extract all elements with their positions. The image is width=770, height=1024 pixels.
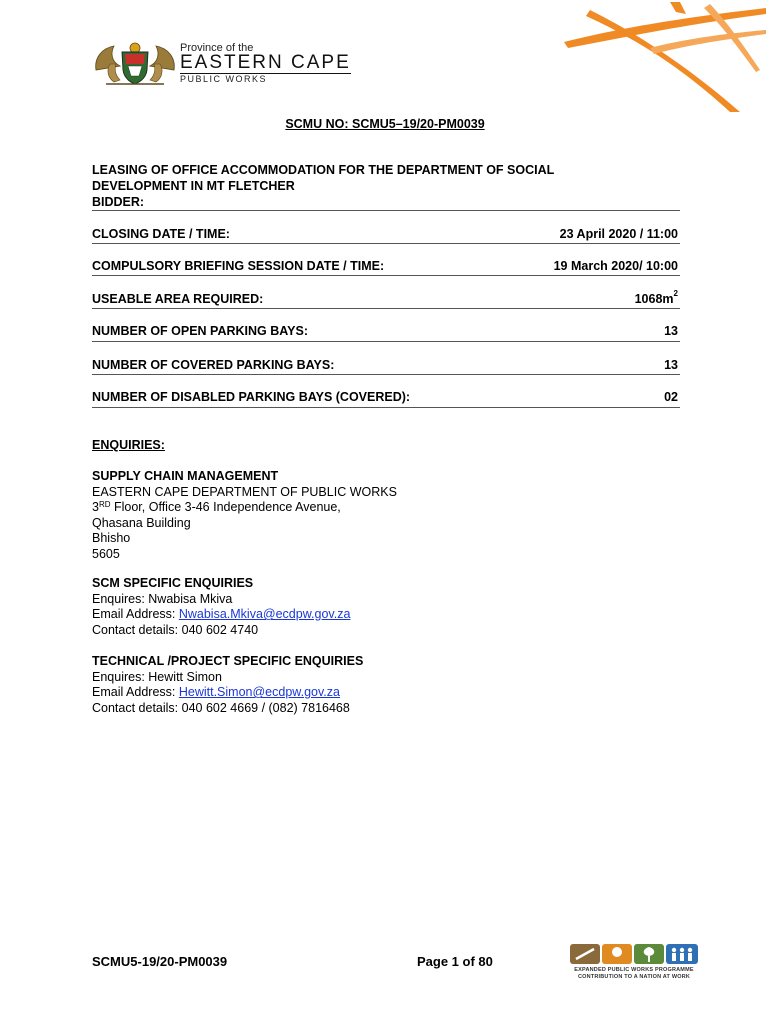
area-unit-superscript: 2 — [673, 289, 678, 298]
detail-value: 02 — [664, 390, 678, 404]
logo-department: PUBLIC WORKS — [180, 74, 268, 84]
detail-label: NUMBER OF COVERED PARKING BAYS: — [92, 358, 335, 372]
detail-label: COMPULSORY BRIEFING SESSION DATE / TIME: — [92, 259, 385, 273]
scmu-number-title: SCMU NO: SCMU5–19/20-PM0039 — [285, 117, 485, 131]
technical-block — [92, 654, 692, 716]
epwp-caption-line-2: CONTRIBUTION TO A NATION AT WORK — [577, 973, 691, 980]
scm-specific-email-line — [92, 607, 692, 623]
detail-row-disabled-parking — [92, 390, 680, 408]
technical-enquires: Enquires: Hewitt Simon — [92, 669, 222, 684]
area-value: 1068m — [634, 292, 674, 306]
epwp-caption — [568, 967, 700, 980]
divider — [92, 341, 680, 342]
detail-label: NUMBER OF DISABLED PARKING BAYS (COVERED): — [92, 390, 411, 404]
tender-heading-line-1: LEASING OF OFFICE ACCOMMODATION FOR THE DEPARTMENT OF SOCIAL — [92, 163, 555, 177]
detail-row-open-parking — [92, 324, 680, 342]
enquiries-title — [92, 438, 692, 454]
scm-specific-block — [92, 576, 692, 638]
scm-title: SUPPLY CHAIN MANAGEMENT — [92, 469, 279, 483]
detail-value — [634, 289, 678, 306]
tender-heading — [92, 162, 682, 210]
scm-building: Qhasana Building — [92, 515, 191, 530]
detail-label: USEABLE AREA REQUIRED: — [92, 292, 264, 306]
scm-address-block — [92, 469, 692, 563]
logo-text — [180, 42, 351, 84]
detail-value: 13 — [664, 324, 678, 338]
address-superscript: RD — [98, 500, 111, 510]
divider — [92, 374, 680, 375]
divider — [92, 210, 680, 211]
scm-postal-code: 5605 — [92, 546, 120, 561]
logo-province: Province of the — [180, 42, 254, 54]
technical-email-link[interactable]: Hewitt.Simon@ecdpw.gov.za — [178, 685, 340, 700]
scm-specific-enquires: Enquires: Nwabisa Mkiva — [92, 591, 233, 606]
divider — [92, 407, 680, 408]
footer-page-number: Page 1 of 80 — [417, 954, 493, 969]
footer-doc-ref: SCMU5-19/20-PM0039 — [92, 954, 228, 969]
scm-town: Bhisho — [92, 531, 131, 546]
email-label: Email Address: — [92, 607, 179, 622]
enquiries-heading: ENQUIRIES: — [92, 438, 165, 452]
email-label: Email Address: — [92, 685, 179, 700]
bidder-label: BIDDER: — [92, 195, 145, 209]
detail-value: 19 March 2020/ 10:00 — [553, 259, 678, 273]
technical-title: TECHNICAL /PROJECT SPECIFIC ENQUIRIES — [92, 654, 364, 668]
address-number: 3 — [92, 500, 99, 515]
scm-specific-contact: Contact details: 040 602 4740 — [92, 622, 259, 637]
epwp-icons — [568, 943, 700, 965]
address-rest: Floor, Office 3-46 Independence Avenue, — [110, 500, 341, 515]
eastern-cape-logo — [92, 40, 367, 86]
scm-org: EASTERN CAPE DEPARTMENT OF PUBLIC WORKS — [92, 484, 397, 499]
divider — [92, 243, 680, 244]
scm-email-link[interactable]: Nwabisa.Mkiva@ecdpw.gov.za — [178, 607, 351, 622]
tender-heading-line-2: DEVELOPMENT IN MT FLETCHER — [92, 179, 295, 193]
scm-specific-title: SCM SPECIFIC ENQUIRIES — [92, 576, 254, 590]
technical-email-line — [92, 685, 692, 701]
logo-name: EASTERN CAPE — [180, 52, 351, 73]
coat-of-arms-icon — [92, 40, 178, 86]
detail-label: NUMBER OF OPEN PARKING BAYS: — [92, 324, 308, 338]
divider — [92, 308, 680, 309]
detail-value: 13 — [664, 358, 678, 372]
detail-label: CLOSING DATE / TIME: — [92, 227, 230, 241]
epwp-logo — [568, 943, 700, 983]
divider — [92, 275, 680, 276]
epwp-caption-line-1: EXPANDED PUBLIC WORKS PROGRAMME — [574, 967, 694, 973]
detail-value: 23 April 2020 / 11:00 — [559, 227, 678, 241]
orange-swoosh-graphic — [560, 0, 770, 115]
technical-contact: Contact details: 040 602 4669 / (082) 7816468 — [92, 700, 350, 715]
scm-address-line — [92, 500, 692, 516]
